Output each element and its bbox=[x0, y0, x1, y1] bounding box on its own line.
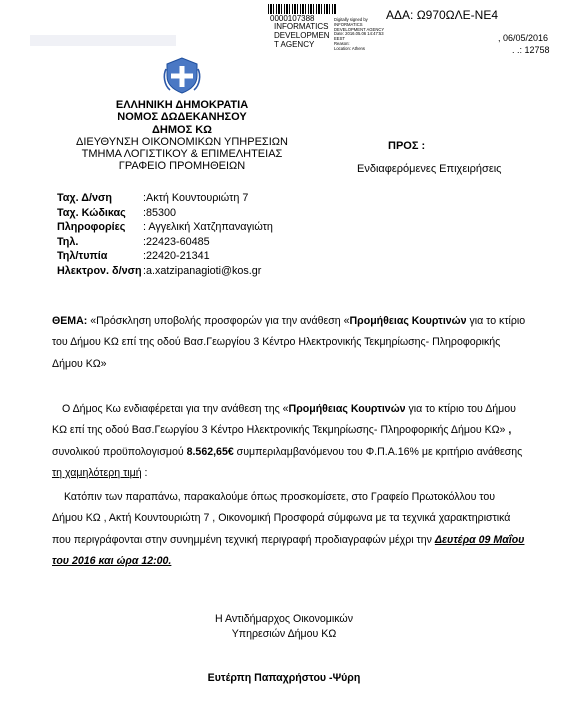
signature-line: T AGENCY bbox=[274, 40, 315, 49]
org-line: ΔΗΜΟΣ ΚΩ bbox=[152, 123, 212, 136]
deadline: Δευτέρα 09 Μαΐου του 2016 και ώρα 12:00. bbox=[52, 533, 525, 567]
contact-key: Ταχ. Δ/νση bbox=[57, 192, 112, 204]
contact-table bbox=[57, 191, 273, 279]
contact-value: :22420-21341 bbox=[143, 250, 210, 263]
contact-key: Ηλεκτρον. δ/νση bbox=[57, 264, 142, 277]
signatory-title bbox=[184, 612, 384, 642]
paragraph-text: συμπεριλαμβανόμενου του Φ.Π.Α.16% με κριτήριο ανάθεσης bbox=[233, 445, 523, 458]
contact-key: Ταχ. Κώδικας bbox=[57, 206, 126, 219]
award-criterion: τη χαμηλότερη τιμή bbox=[52, 466, 142, 479]
document-date: , 06/05/2016 bbox=[498, 33, 549, 43]
signature-line: INFORMATICS bbox=[274, 22, 329, 31]
subject-text: για το κτίριο του Δήμου ΚΩ επί της οδού Βασ.Γεωργίου 3 Κέντρο Ηλεκτρονικής Τεκμηρίωσης- Πληροφορικής Δήμου ΚΩ» bbox=[52, 315, 526, 370]
signature-block bbox=[274, 22, 330, 49]
contact-value: :a.xatzipanagioti@kos.gr bbox=[143, 264, 262, 277]
signatory-title-line: Η Αντιδήμαρχος Οικονομικών bbox=[214, 613, 353, 625]
signature-detail: Location: Athens bbox=[334, 45, 365, 51]
org-line: ΝΟΜΟΣ ΔΩΔΕΚΑΝΗΣΟΥ bbox=[117, 111, 247, 124]
signature-details bbox=[334, 18, 394, 52]
contact-row bbox=[57, 264, 273, 279]
signature-detail: Digitally signed by bbox=[334, 17, 368, 22]
body-paragraph-2 bbox=[52, 487, 526, 572]
subject-text: «Πρόσκληση υποβολής προσφορών για την ανάθεση « bbox=[87, 315, 350, 327]
contact-row bbox=[57, 191, 273, 206]
signature-line: DEVELOPMEN bbox=[274, 31, 330, 40]
redacted-field bbox=[30, 35, 176, 46]
ada-code: ΑΔΑ: Ω970ΩΛΕ-ΝΕ4 bbox=[386, 8, 499, 22]
signature-detail: DEVELOPMENT AGENCY bbox=[334, 26, 385, 32]
contact-row bbox=[57, 206, 273, 221]
budget-amount: 8.562,65€ bbox=[186, 445, 234, 458]
contact-value: : Αγγελική Χατζηπαναγιώτη bbox=[143, 221, 273, 234]
recipient-label: ΠΡΟΣ : bbox=[388, 140, 426, 152]
paragraph-text: συνολικού προϋπολογισμού bbox=[52, 445, 187, 458]
signature-detail: EEST bbox=[334, 36, 345, 42]
contact-key: Τηλ. bbox=[57, 235, 79, 248]
org-line: ΤΜΗΜΑ ΛΟΓΙΣΤΙΚΟΥ & ΕΠΙΜΕΛΗΤΕΙΑΣ bbox=[81, 148, 283, 161]
signature-detail: Date: 2016.05.06 14:47:53 bbox=[334, 31, 384, 37]
organization-header bbox=[60, 99, 304, 173]
contact-row bbox=[57, 220, 273, 235]
subject-paragraph bbox=[52, 311, 526, 375]
greek-emblem-icon bbox=[162, 55, 202, 95]
paragraph-text: Ο Δήμος Κω ενδιαφέρεται για την ανάθεση της « bbox=[62, 403, 289, 415]
contact-key: Πληροφορίες bbox=[57, 221, 126, 234]
contact-value: :Ακτή Κουντουριώτη 7 bbox=[143, 192, 249, 204]
signatory-name: Ευτέρπη Παπαχρήστου -Ψύρη bbox=[207, 672, 361, 684]
contact-key: Τηλ/τυπία bbox=[57, 250, 108, 263]
contact-value: :22423-60485 bbox=[143, 235, 210, 248]
signatory-title-line: Υπηρεσιών Δήμου ΚΩ bbox=[231, 628, 337, 640]
paragraph-text: Κατόπιν των παραπάνω, παρακαλούμε όπως προσκομίσετε, στο Γραφείο Πρωτοκόλλου του Δήμου ΚΩ , Ακτή Κουντουριώτη 7 , Οικονομική Προσφορά σύμφωνα με τα τεχνικά χαρακτηριστικά που περιγράφονται στην συνημμένη τεχνική περιγραφή προδιαγραφών μέχρι την bbox=[52, 491, 511, 546]
paragraph-text: : bbox=[141, 466, 148, 479]
contact-row bbox=[57, 249, 273, 264]
subject-label: ΘΕΜΑ: bbox=[52, 315, 88, 327]
contact-row bbox=[57, 235, 273, 250]
barcode bbox=[268, 4, 336, 14]
paragraph-text: για το κτίριο του Δήμου ΚΩ επί της οδού Βασ.Γεωργίου 3 Κέντρο Ηλεκτρονικής Τεκμηρίωσης- Πληροφορικής Δήμου ΚΩ» bbox=[52, 403, 516, 437]
org-line: ΓΡΑΦΕΙΟ ΠΡΟΜΗΘΕΙΩΝ bbox=[118, 160, 246, 173]
contact-value: :85300 bbox=[143, 206, 177, 219]
signature-detail: Reason: bbox=[334, 40, 350, 46]
signature-detail: INFORMATICS bbox=[334, 21, 363, 27]
protocol-number: . .: 12758 bbox=[512, 45, 550, 55]
subject-item: Προμήθειας Κουρτινών bbox=[349, 315, 467, 327]
procurement-item: Προμήθειας Κουρτινών bbox=[288, 403, 406, 415]
paragraph-text: , bbox=[505, 424, 512, 437]
recipient-name: Ενδιαφερόμενες Επιχειρήσεις bbox=[357, 163, 502, 175]
org-line: ΔΙΕΥΘΥΝΣΗ ΟΙΚΟΝΟΜΙΚΩΝ ΥΠΗΡΕΣΙΩΝ bbox=[76, 135, 288, 148]
body-paragraph-1 bbox=[52, 399, 526, 484]
org-line: ΕΛΛΗΝΙΚΗ ΔΗΜΟΚΡΑΤΙΑ bbox=[115, 99, 249, 111]
barcode-number: 0000107388 bbox=[270, 14, 315, 23]
